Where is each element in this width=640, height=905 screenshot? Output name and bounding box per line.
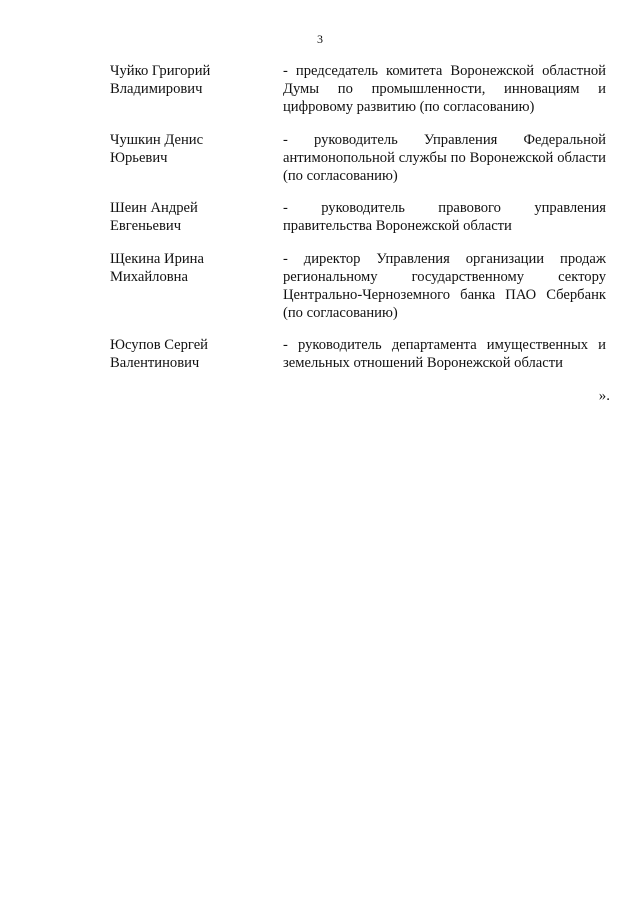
member-surname-firstname: Чушкин Денис (110, 132, 204, 148)
member-name (110, 62, 270, 98)
closing-quote-mark: ». (598, 388, 610, 404)
member-name (110, 131, 270, 167)
member-patronymic: Евгеньевич (110, 218, 182, 234)
member-surname-firstname: Шеин Андрей (110, 200, 198, 216)
member-patronymic: Юрьевич (110, 150, 168, 166)
member-patronymic: Владимирович (110, 81, 203, 97)
member-patronymic: Михайловна (110, 269, 188, 285)
page-number: 3 (317, 32, 323, 46)
member-surname-firstname: Юсупов Сергей (110, 337, 208, 353)
member-role: - руководитель департамента имущественных и земельных отношений Воронежской области (283, 337, 606, 371)
member-name (110, 250, 270, 286)
member-patronymic: Валентинович (110, 355, 200, 371)
member-role: - руководитель Управления Федеральной антимонопольной службы по Воронежской области (по согласованию) (283, 132, 606, 184)
member-role: - директор Управления организации продаж региональному государственному сектору Центрально-Черноземного банка ПАО Сбербанк (по согласованию) (283, 251, 606, 321)
member-name (110, 336, 270, 372)
member-surname-firstname: Чуйко Григорий (110, 63, 211, 79)
member-name (110, 199, 270, 235)
member-role: - председатель комитета Воронежской областной Думы по промышленности, инновациям и цифровому развитию (по согласованию) (283, 63, 606, 115)
member-role: - руководитель правового управления правительства Воронежской области (283, 200, 606, 234)
member-surname-firstname: Щекина Ирина (110, 251, 204, 267)
